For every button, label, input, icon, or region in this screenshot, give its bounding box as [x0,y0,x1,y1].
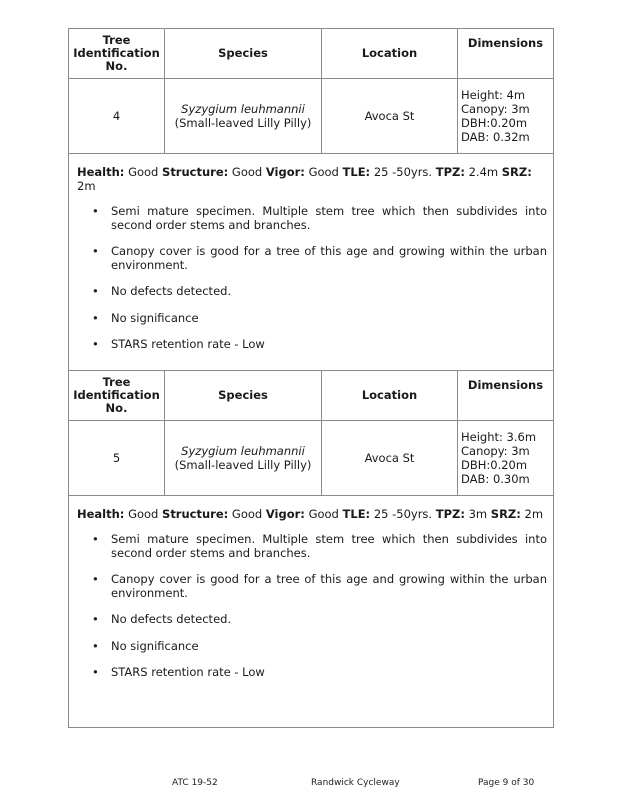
health-summary: Health: Good Structure: Good Vigor: Good TLE: 25 -50yrs. TPZ: 3m SRZ: 2m [77,507,544,521]
bullet-icon: • [92,665,99,679]
header-species: Species [165,371,322,421]
list-item: • No significance [92,310,199,325]
location-cell: Avoca St [322,421,458,496]
list-item: • No defects detected. [92,612,232,626]
species-scientific: Syzygium leuhmannii [181,102,305,116]
species-scientific: Syzygium leuhmannii [181,444,305,458]
header-location: Location [322,29,458,79]
species-cell [165,79,322,154]
table-header-row [69,29,554,79]
table-row [69,421,554,496]
footer-page-number: Page 9 of 30 [478,778,535,788]
table-row [69,79,554,154]
location-cell: Avoca St [322,79,458,154]
footer-doc-ref: ATC 19-52 [172,778,218,788]
header-tree-id: Tree Identification No. [69,371,165,421]
header-species: Species [165,29,322,79]
bullet-icon: • [92,337,99,351]
list-item: • Canopy cover is good for a tree of this age and growing within the urban environment. [92,244,547,272]
health-summary: Health: Good Structure: Good Vigor: Good TLE: 25 -50yrs. TPZ: 2.4m SRZ: 2m [77,165,532,193]
bullet-icon: • [92,612,99,626]
dimension-height: Height: 3.6m [461,430,537,444]
table-header-row [69,371,554,421]
header-tree-id: Tree Identification No. [69,29,165,79]
dimensions-cell [458,79,554,154]
header-dimensions: Dimensions [458,371,554,421]
notes-row [69,496,554,728]
species-cell [165,421,322,496]
species-common: (Small-leaved Lilly Pilly) [174,116,312,130]
tree-id-cell: 4 [69,79,165,154]
bullet-icon: • [92,532,99,546]
bullet-icon: • [92,310,99,325]
notes-cell [69,496,554,728]
bullet-icon: • [92,204,99,218]
tree-id-cell: 5 [69,421,165,496]
list-item: • STARS retention rate - Low [92,665,265,679]
dimension-height: Height: 4m [461,88,526,102]
header-dimensions: Dimensions [458,29,554,79]
dimension-dab: DAB: 0.30m [461,472,530,486]
notes-row [69,154,554,371]
species-common: (Small-leaved Lilly Pilly) [174,458,312,472]
list-item: • No significance [92,638,199,653]
tree-assessment-table [68,28,554,728]
dimension-dbh: DBH:0.20m [461,458,528,472]
bullet-icon: • [92,572,99,586]
header-location: Location [322,371,458,421]
notes-cell [69,154,554,371]
footer-project: Randwick Cycleway [311,778,400,788]
notes-list [77,533,547,680]
bullet-icon: • [92,244,99,258]
list-item: • Semi mature specimen. Multiple stem tree which then subdivides into second order stems and branches. [92,532,547,560]
list-item: • STARS retention rate - Low [92,337,265,351]
list-item: • Semi mature specimen. Multiple stem tree which then subdivides into second order stems and branches. [92,204,547,232]
dimension-canopy: Canopy: 3m [461,444,530,458]
dimensions-cell [458,421,554,496]
dimension-dbh: DBH:0.20m [461,116,528,130]
dimension-canopy: Canopy: 3m [461,102,530,116]
notes-list [77,205,547,352]
bullet-icon: • [92,284,99,298]
bullet-icon: • [92,638,99,653]
list-item: • Canopy cover is good for a tree of this age and growing within the urban environment. [92,572,547,600]
list-item: • No defects detected. [92,284,232,298]
dimension-dab: DAB: 0.32m [461,130,530,144]
